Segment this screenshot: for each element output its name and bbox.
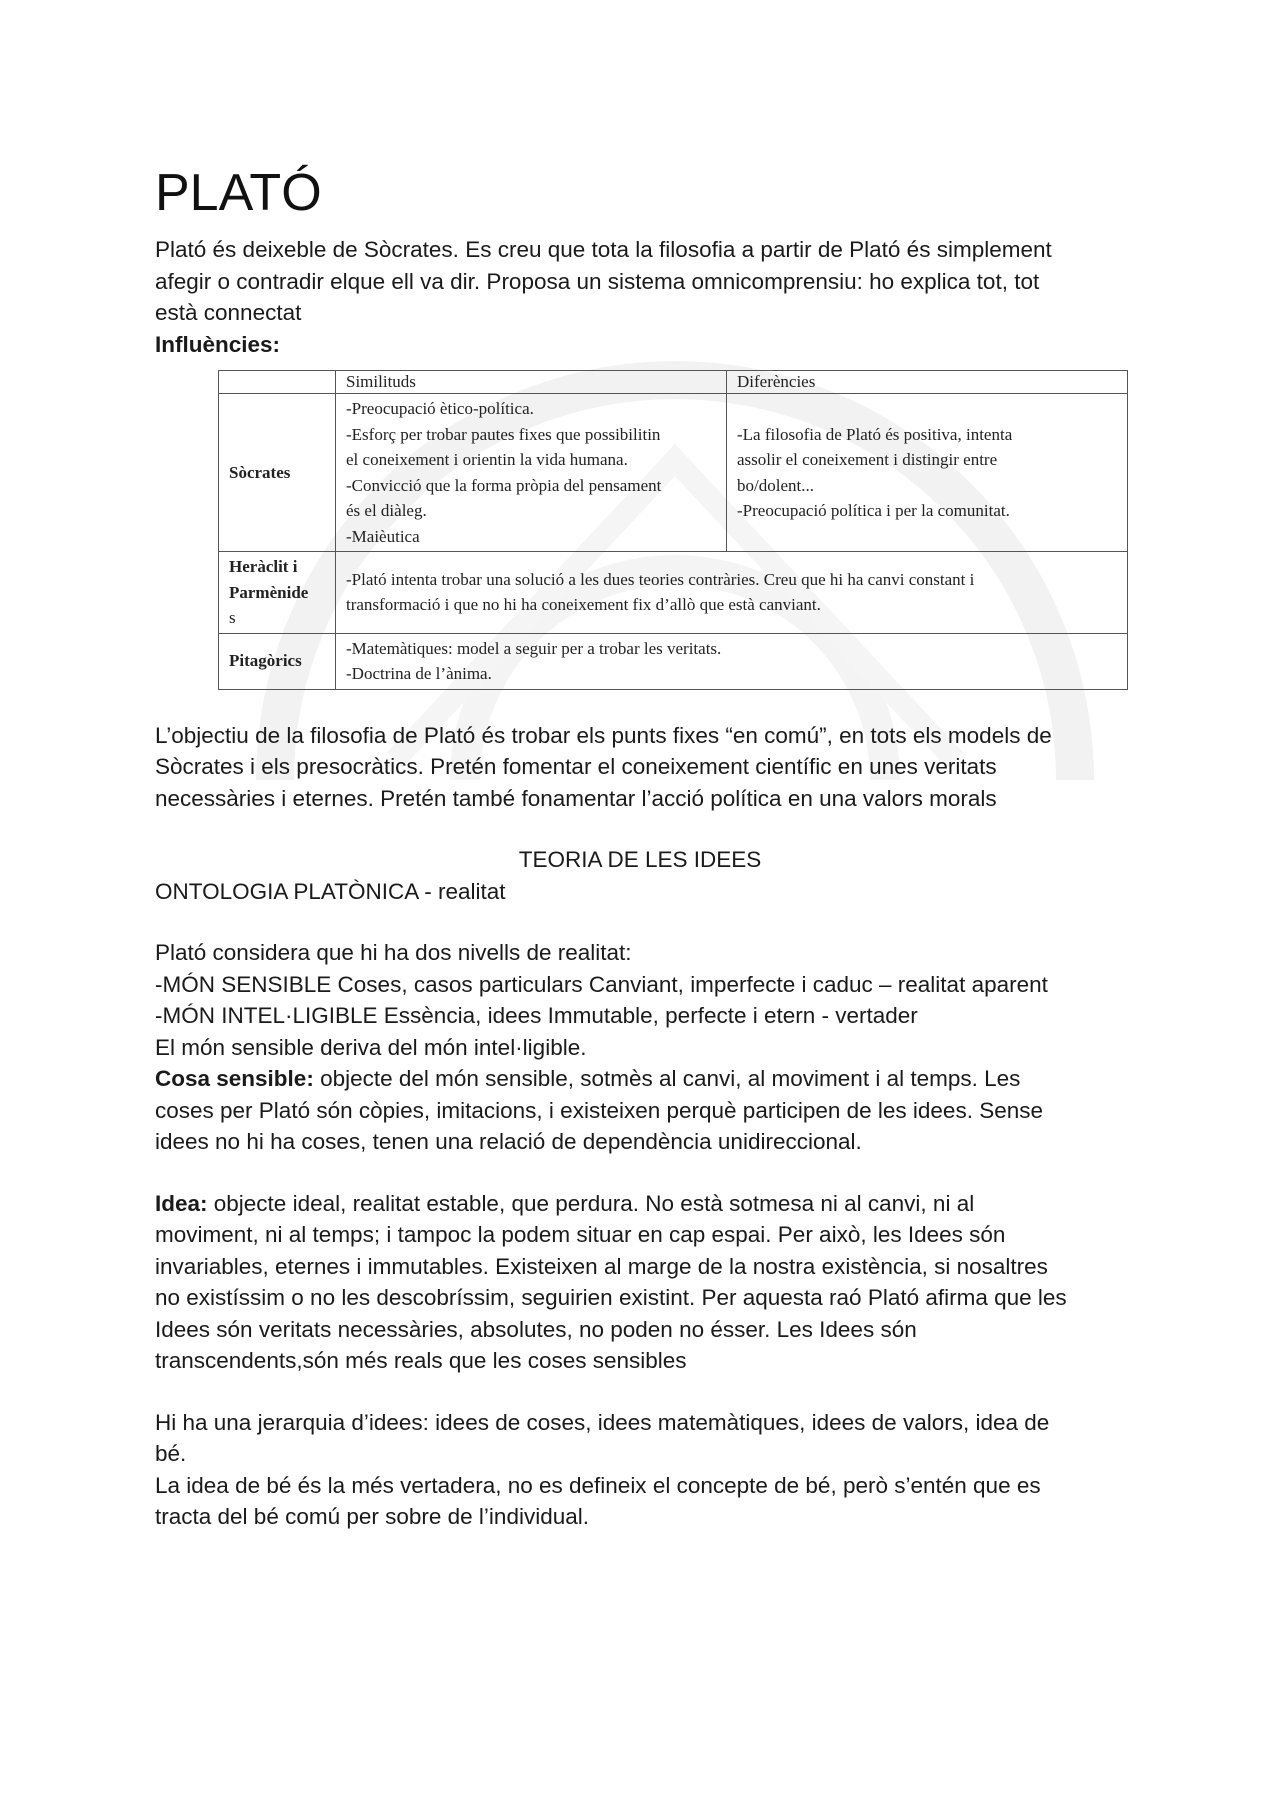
text-line: Idees són veritats necessàries, absolutes, no poden no ésser. Les Idees són xyxy=(155,1316,917,1342)
cell-line: -Plató intenta trobar una solució a les dues teories contràries. Creu que hi ha canvi constant i xyxy=(346,569,975,589)
influences-table xyxy=(218,370,1128,690)
cell-line: és el diàleg. xyxy=(346,501,427,520)
cell-line: -Convicció que la forma pròpia del pensament xyxy=(346,475,662,495)
text-line: bé. xyxy=(155,1441,187,1466)
sensible-paragraph xyxy=(155,1063,1125,1158)
table-header-similarities: Similituds xyxy=(336,371,727,394)
levels-intro: Plató considera que hi ha dos nivells de realitat: xyxy=(155,940,632,965)
level-line: -MÓN INTEL·LIGIBLE Essència, idees Immutable, perfecte i etern - vertader xyxy=(155,1003,918,1028)
text-line: coses per Plató són còpies, imitacions, i existeixen perquè participen de les idees. Sense xyxy=(155,1097,1043,1123)
row-label-pitagorics: Pitagòrics xyxy=(219,633,336,689)
cell-line: -La filosofia de Plató és positiva, intenta xyxy=(737,424,1013,444)
idea-paragraph xyxy=(155,1188,1125,1377)
table-header-row xyxy=(219,371,1128,394)
document-page xyxy=(155,150,1125,1533)
pitagorics-text-cell xyxy=(336,633,1128,689)
cell-line: -Maièutica xyxy=(346,526,420,546)
text-span: objecte del món sensible, sotmès al canvi, al moviment i al temps. Les xyxy=(313,1066,1021,1091)
text-line: invariables, eternes i immutables. Existeixen al marge de la nostra existència, si nosaltres xyxy=(155,1253,1048,1279)
level-line: El món sensible deriva del món intel·ligible. xyxy=(155,1034,587,1060)
cell-line: s xyxy=(229,608,236,627)
cell-line: Heràclit i xyxy=(229,557,298,576)
level-line: -MÓN SENSIBLE Coses, casos particulars Canviant, imperfecte i caduc – realitat aparent xyxy=(155,971,1048,997)
socrates-differences-cell xyxy=(727,394,1128,552)
page-title: PLATÓ xyxy=(155,164,322,222)
hierarchy-paragraph xyxy=(155,1407,1125,1533)
text-line: tracta del bé comú per sobre de l’individual. xyxy=(155,1504,589,1529)
idea-term: Idea: xyxy=(155,1190,208,1216)
influences-table-wrapper xyxy=(218,370,1128,690)
text-line: Hi ha una jerarquia d’idees: idees de coses, idees matemàtiques, idees de valors, idea de xyxy=(155,1409,1050,1435)
socrates-similarities-cell xyxy=(336,394,727,552)
heraclit-text-cell xyxy=(336,552,1128,634)
row-label-heraclit xyxy=(219,552,336,634)
text-line: L’objectiu de la filosofia de Plató és trobar els punts fixes “en comú”, en tots els models de xyxy=(155,722,1052,748)
text-line: Plató és deixeble de Sòcrates. Es creu que tota la filosofia a partir de Plató és simplement xyxy=(155,237,1052,262)
cell-line: transformació i que no hi ha coneixement fix d’allò que està canviant. xyxy=(346,595,821,615)
influences-heading: Influències: xyxy=(155,331,281,357)
table-row-heraclit xyxy=(219,552,1128,634)
text-line: necessàries i eternes. Pretén també fonamentar l’acció política en una valors morals xyxy=(155,785,997,811)
cell-line: bo/dolent... xyxy=(737,475,814,495)
table-row-socrates xyxy=(219,394,1128,552)
theory-heading: TEORIA DE LES IDEES xyxy=(518,847,762,872)
cell-line: assolir el coneixement i distingir entre xyxy=(737,450,998,469)
cell-line: -Matemàtiques: model a seguir per a trobar les veritats. xyxy=(346,638,722,658)
cell-line: -Esforç per trobar pautes fixes que possibilitin xyxy=(346,424,661,444)
text-line: Sòcrates i els presocràtics. Pretén fomentar el coneixement científic en unes veritats xyxy=(155,754,997,779)
table-header-empty xyxy=(219,371,336,394)
sensible-term: Cosa sensible: xyxy=(155,1066,314,1091)
cell-line: el coneixement i orientin la vida humana. xyxy=(346,450,628,469)
objective-paragraph xyxy=(155,720,1125,815)
cell-line: Parmènide xyxy=(229,582,309,602)
text-line: no existíssim o no les descobríssim, seguirien existint. Per aquesta raó Plató afirma que les xyxy=(155,1285,1067,1310)
table-header-differences: Diferències xyxy=(727,371,1128,394)
text-line: moviment, ni al temps; i tampoc la podem situar en cap espai. Per això, les Idees són xyxy=(155,1222,1006,1247)
cell-line: -Preocupació política i per la comunitat. xyxy=(737,501,1010,520)
text-line: idees no hi ha coses, tenen una relació de dependència unidireccional. xyxy=(155,1129,862,1154)
table-row-pitagorics xyxy=(219,633,1128,689)
text-line: està connectat xyxy=(155,300,302,325)
cell-line: -Preocupació ètico-política. xyxy=(346,399,534,418)
cell-line: -Doctrina de l’ànima. xyxy=(346,664,492,683)
text-line: La idea de bé és la més vertadera, no es defineix el concepte de bé, però s’entén que es xyxy=(155,1472,1041,1498)
row-label-socrates: Sòcrates xyxy=(219,394,336,552)
text-line: transcendents,són més reals que les coses sensibles xyxy=(155,1348,687,1373)
ontology-heading: ONTOLOGIA PLATÒNICA - realitat xyxy=(155,878,506,904)
text-line: afegir o contradir elque ell va dir. Proposa un sistema omnicomprensiu: ho explica tot, tot xyxy=(155,268,1040,294)
text-span: objecte ideal, realitat estable, que perdura. No està sotmesa ni al canvi, ni al xyxy=(207,1190,975,1216)
intro-paragraph xyxy=(155,234,1125,329)
